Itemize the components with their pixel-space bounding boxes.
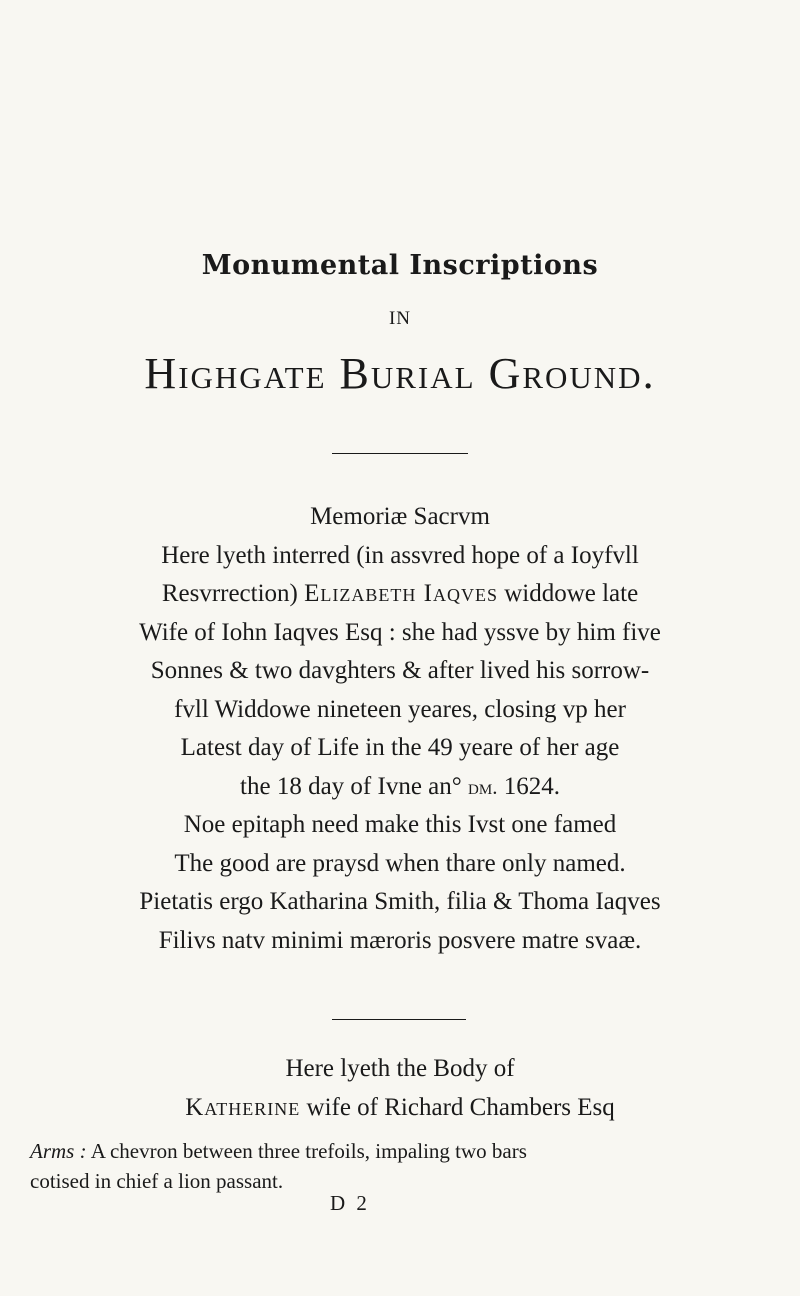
deceased-name: Katherine (185, 1093, 301, 1121)
inscription-line (0, 575, 800, 614)
deceased-name: Elizabeth Iaqves (304, 580, 498, 607)
arms-text: cotised in chief a lion passant. (30, 1169, 284, 1193)
inscription-text: Memoriæ Sacrvm (310, 503, 490, 530)
inscription-text: the 18 day of Ivne an° (240, 772, 462, 800)
inscription-line (0, 614, 800, 653)
inscription-line (0, 768, 800, 807)
page-title: Highgate Burial Ground. (144, 349, 656, 398)
inscription-text: Latest day of Life in the 49 yeare of her age (180, 734, 620, 761)
inscription-line (0, 691, 800, 730)
inscription-text: wife of Richard Chambers Esq (306, 1093, 615, 1121)
arms-text: A chevron between three trefoils, impaling two bars (90, 1139, 527, 1163)
inscription-text: Sonnes & two davghters & after lived his sorrow- (150, 657, 650, 684)
inscription-elizabeth-iaqves (0, 498, 800, 960)
inscription-line (0, 1050, 800, 1089)
inscription-text: Here lyeth the Body of (285, 1055, 515, 1082)
divider-rule (332, 453, 468, 454)
arms-description (30, 1136, 790, 1196)
inscription-text: The good are praysd when thare only named. (174, 849, 626, 877)
inscription-line (0, 652, 800, 691)
divider-rule (332, 1019, 466, 1020)
blackletter-title: Monumental Inscriptions (201, 250, 599, 281)
inscription-text: Noe epitaph need make this Ivst one famed (183, 811, 617, 838)
signature-mark: D 2 (330, 1191, 370, 1215)
arms-label: Arms : (30, 1139, 87, 1163)
inscription-line (0, 883, 800, 922)
inscription-line (0, 845, 800, 884)
inscription-text: Resvrrection) (161, 580, 298, 607)
inscription-text: Pietatis ergo Katharina Smith, filia & Thoma Iaqves (139, 888, 661, 915)
inscription-year: 1624. (503, 772, 560, 800)
inscription-text: Wife of Iohn Iaqves Esq : she had yssve by him five (139, 618, 661, 646)
inscription-text: widdowe late (504, 580, 639, 607)
inscription-line (0, 1089, 800, 1128)
inscription-text: fvll Widdowe nineteen yeares, closing vp her (174, 695, 626, 723)
inscription-line (0, 729, 800, 768)
date-abbreviation: dm. (468, 774, 498, 799)
inscription-text: Filivs natv minimi mæroris posvere matre svaæ. (158, 926, 642, 954)
title-preposition: IN (388, 308, 412, 329)
inscription-line (0, 498, 800, 537)
inscription-katherine-chambers (0, 1050, 800, 1127)
arms-line (30, 1136, 790, 1166)
arms-line (30, 1166, 790, 1196)
inscription-text: Here lyeth interred (in assvred hope of a Ioyfvll (161, 541, 639, 569)
inscription-line (0, 537, 800, 576)
inscription-line (0, 922, 800, 961)
inscription-line (0, 806, 800, 845)
